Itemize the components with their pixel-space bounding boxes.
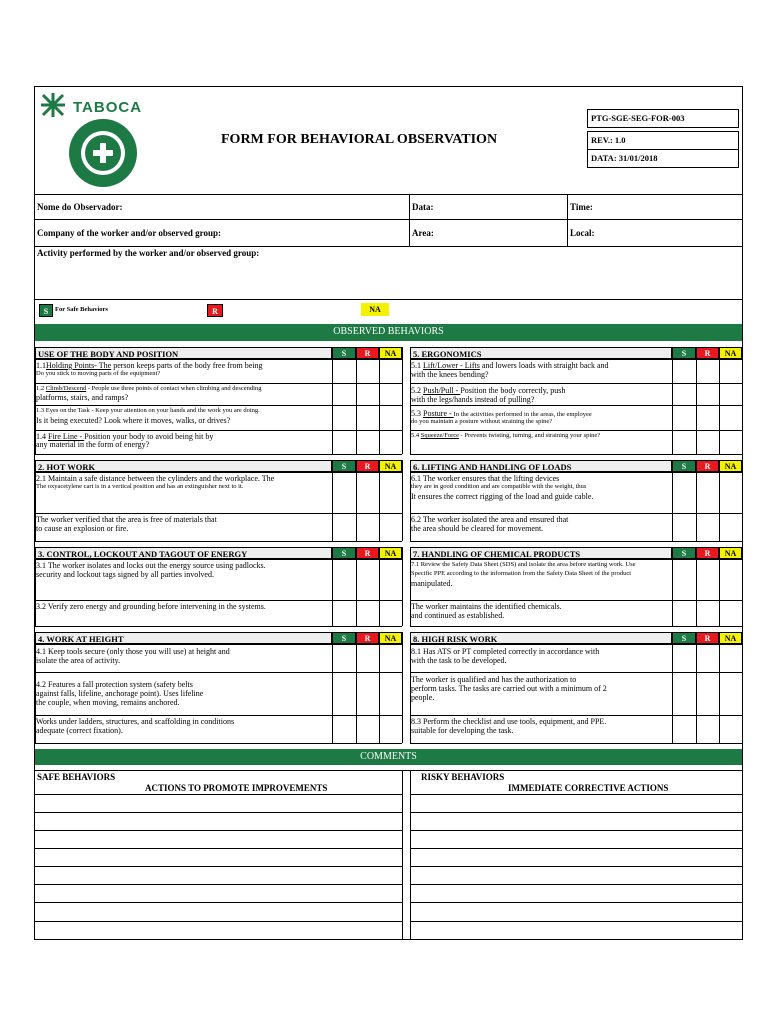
item-5-1: 5.1 Lift/Lower - Lifts and lowers loads with straight back and — [411, 361, 609, 370]
grid-line — [696, 460, 697, 541]
grid-line — [672, 347, 673, 454]
comment-line — [410, 770, 411, 940]
grid-line — [719, 460, 720, 541]
grid-line — [672, 547, 673, 626]
section-8-header: 8. HIGH RISK WORK — [410, 632, 672, 644]
section-2-header: 2. HOT WORK — [35, 460, 332, 472]
comment-line — [410, 866, 742, 867]
grid-line — [35, 715, 402, 716]
grid-line — [35, 513, 402, 514]
item-1-4-sub: any material in the form of energy? — [36, 440, 150, 449]
comment-line — [35, 848, 402, 849]
grid-line — [410, 644, 742, 645]
grid-line — [35, 672, 402, 673]
item-5-4: 5.4 Squeeze/Force - Prevents twisting, turning, and straining your spine? — [411, 432, 601, 439]
item-2-1: 2.1 Maintain a safe distance between the cylinders and the workplace. The — [36, 474, 275, 483]
col-r: R — [696, 460, 719, 472]
grid-line — [332, 632, 333, 743]
item-1-2-sub: platforms, stairs, and ramps? — [36, 393, 129, 402]
grid-line — [35, 347, 36, 454]
grid-line — [410, 460, 411, 541]
item-8-2-sub: perform tasks. The tasks are carried out with a minimum of 2 — [411, 684, 607, 693]
grid-line — [410, 405, 742, 406]
item-1-1-sub: Do you stick to moving parts of the equipment? — [36, 370, 161, 377]
observed-behaviors-band: OBSERVED BEHAVIORS — [35, 324, 742, 341]
grid-line — [696, 347, 697, 454]
item-4-2-sub2: the couple, when moving, remains anchored. — [36, 698, 180, 707]
brand-name: TABOCA — [73, 99, 143, 116]
col-na: NA — [379, 460, 402, 472]
grid-line — [35, 430, 402, 431]
col-r: R — [356, 460, 379, 472]
grid-line — [742, 547, 743, 626]
mineracao-seal — [67, 117, 139, 189]
grid-line — [742, 347, 743, 454]
section-5-header: 5. ERGONOMICS — [410, 347, 672, 359]
activity-field-label: Activity performed by the worker and/or observed group: — [37, 248, 260, 258]
item-5-3: 5.3 Posture - In the activities performed in the areas, the employee — [411, 409, 592, 418]
form-frame — [34, 86, 743, 940]
grid-line — [402, 347, 403, 454]
safe-behaviors-label: SAFE BEHAVIORS — [37, 772, 116, 782]
grid-line — [410, 359, 742, 360]
item-6-2-sub: the area should be cleared for movement. — [411, 524, 544, 533]
comment-line — [35, 770, 742, 771]
legend-na-box: NA — [361, 303, 389, 316]
grid-line — [379, 460, 380, 541]
grid-line — [410, 347, 411, 454]
col-na: NA — [719, 632, 742, 644]
grid-line — [719, 547, 720, 626]
legend-safe-label: For Safe Behaviors — [55, 306, 108, 313]
observer-field-label: Nome do Observador: — [37, 202, 123, 212]
grid-line — [35, 383, 402, 384]
grid-line — [332, 460, 333, 541]
area-field-label: Area: — [412, 228, 434, 238]
grid-line — [35, 541, 402, 542]
grid-line — [379, 632, 380, 743]
section-6-header: 6. LIFTING AND HANDLING OF LOADS — [410, 460, 672, 472]
item-8-1: 8.1 Has ATS or PT completed correctly in accordance with — [411, 647, 600, 656]
col-s: S — [672, 347, 696, 359]
item-7-1: 7.1 Review the Safety Data Sheet (SDS) and isolate the area before starting work. Use — [411, 561, 636, 568]
grid-line — [410, 383, 742, 384]
item-7-2: The worker maintains the identified chemicals. — [411, 602, 562, 611]
legend-s-box: S — [39, 304, 53, 317]
grid-line — [742, 460, 743, 541]
comment-line — [35, 921, 402, 922]
col-r: R — [356, 547, 379, 559]
doc-date: DATA: 31/01/2018 — [587, 149, 739, 168]
grid-line — [35, 559, 402, 560]
grid-line — [35, 405, 402, 406]
grid-line — [410, 454, 742, 455]
time-field-label: Time: — [570, 202, 593, 212]
grid-line — [410, 472, 742, 473]
grid-line — [696, 632, 697, 743]
grid-line — [410, 672, 742, 673]
comments-band: COMMENTS — [35, 749, 742, 765]
item-1-1: 1.1Holding Points- The person keeps parts of the body free from being — [36, 361, 263, 370]
grid-line — [356, 632, 357, 743]
grid-line — [410, 626, 742, 627]
comment-line — [410, 812, 742, 813]
comment-line — [410, 921, 742, 922]
grid-line — [35, 454, 402, 455]
grid-line — [402, 632, 403, 743]
item-5-3-sub: do you maintain a posture without straining the spine? — [411, 418, 553, 425]
legend-r-box: R — [207, 304, 223, 317]
grid-line — [410, 547, 411, 626]
form-title: FORM FOR BEHAVIORAL OBSERVATION — [221, 132, 498, 147]
grid-line — [719, 347, 720, 454]
comment-line — [35, 866, 402, 867]
item-3-1-sub: security and lockout tags signed by all parties involved. — [36, 570, 214, 579]
item-1-2: 1.2 Climb/Descend - People use three points of contact when climbing and descending — [36, 385, 262, 392]
grid-line — [410, 600, 742, 601]
item-1-4: 1.4 Fire Line - Position your body to avoid being hit by — [36, 432, 214, 441]
taboca-symbol-icon — [39, 91, 67, 119]
grid-line — [410, 632, 411, 743]
grid-line — [379, 347, 380, 454]
grid-line — [35, 600, 402, 601]
col-s: S — [672, 632, 696, 644]
col-r: R — [696, 347, 719, 359]
grid-line — [672, 632, 673, 743]
comment-line — [35, 794, 402, 795]
doc-rev: REV.: 1.0 — [587, 131, 739, 150]
grid-line — [402, 460, 403, 541]
item-8-2-sub2: people. — [411, 693, 435, 702]
col-na: NA — [719, 460, 742, 472]
comment-line — [410, 794, 742, 795]
col-r: R — [356, 632, 379, 644]
grid-line — [672, 460, 673, 541]
comment-line — [35, 884, 402, 885]
item-4-1-sub: isolate the area of activity. — [36, 656, 121, 665]
grid-line — [402, 547, 403, 626]
grid-line — [35, 743, 402, 744]
grid-line — [35, 359, 402, 360]
section-1-header: USE OF THE BODY AND POSITION — [35, 347, 332, 359]
comment-line — [402, 770, 403, 940]
grid-line — [742, 632, 743, 743]
grid-line — [356, 460, 357, 541]
col-s: S — [672, 460, 696, 472]
grid-line — [35, 644, 402, 645]
grid-line — [332, 347, 333, 454]
item-8-2: The worker is qualified and has the authorization to — [411, 675, 577, 684]
col-na: NA — [379, 547, 402, 559]
grid-line — [379, 547, 380, 626]
grid-line — [410, 559, 742, 560]
item-6-1: 6.1 The worker ensures that the lifting devices — [411, 474, 560, 483]
grid-line — [410, 430, 742, 431]
section-3-header: 3. CONTROL, LOCKOUT AND TAGOUT OF ENERGY — [35, 547, 332, 559]
comment-line — [410, 848, 742, 849]
col-na: NA — [379, 632, 402, 644]
item-2-2: The worker verified that the area is free of materials that — [36, 515, 217, 524]
col-na: NA — [719, 547, 742, 559]
risky-actions-label: IMMEDIATE CORRECTIVE ACTIONS — [508, 783, 669, 793]
item-7-2-sub: and continued as established. — [411, 611, 505, 620]
comment-line — [35, 902, 402, 903]
data-field-label: Data: — [412, 202, 434, 212]
grid-line — [410, 743, 742, 744]
local-field-label: Local: — [570, 228, 595, 238]
grid-line — [35, 460, 36, 541]
col-na: NA — [379, 347, 402, 359]
safe-actions-label: ACTIONS TO PROMOTE IMPROVEMENTS — [145, 783, 328, 793]
grid-line — [410, 541, 742, 542]
item-1-3-sub: Is it being executed? Look where it moves, walks, or drives? — [36, 416, 231, 425]
section-4-header: 4. WORK AT HEIGHT — [35, 632, 332, 644]
item-7-1-sub: Specific PPE according to the information from the Safety Data Sheet of the product — [411, 570, 632, 577]
col-s: S — [332, 347, 356, 359]
risky-behaviors-label: RISKY BEHAVIORS — [421, 772, 505, 782]
item-2-1-sub: The oxyacetylene cart is in a vertical position and has an extinguisher next to it. — [36, 483, 244, 490]
seal-icon — [67, 117, 139, 189]
item-8-3-sub: suitable for developing the task. — [411, 726, 514, 735]
grid-line — [35, 472, 402, 473]
comment-line — [410, 884, 742, 885]
comment-line — [35, 812, 402, 813]
item-7-1-sub2: manipulated. — [411, 579, 453, 588]
comment-line — [35, 830, 402, 831]
item-5-2-sub: with the legs/hands instead of pulling? — [411, 395, 535, 404]
item-8-3: 8.3 Perform the checklist and use tools, equipment, and PPE. — [411, 717, 607, 726]
grid-line — [35, 632, 36, 743]
item-6-1-sub: they are in good condition and are compatible with the weight, thus — [411, 483, 587, 490]
col-s: S — [332, 547, 356, 559]
item-4-3: Works under ladders, structures, and scaffolding in conditions — [36, 717, 235, 726]
grid-line — [410, 513, 742, 514]
comment-line — [410, 902, 742, 903]
grid-line — [356, 547, 357, 626]
col-s: S — [332, 632, 356, 644]
item-4-3-sub: adequate (correct fixation). — [36, 726, 123, 735]
item-5-2: 5.2 Push/Pull - Position the body correctly, push — [411, 386, 566, 395]
grid-line — [696, 547, 697, 626]
comment-line — [410, 830, 742, 831]
item-4-2: 4.2 Features a fall protection system (safety belts — [36, 680, 193, 689]
grid-line — [35, 626, 402, 627]
item-5-1-sub: with the knees bending? — [411, 370, 489, 379]
col-na: NA — [719, 347, 742, 359]
col-r: R — [696, 547, 719, 559]
item-4-2-sub: against falls, lifeline, anchorage point). Uses lifeline — [36, 689, 204, 698]
doc-code: PTG-SGE-SEG-FOR-003 — [587, 109, 739, 128]
section-7-header: 7. HANDLING OF CHEMICAL PRODUCTS — [410, 547, 672, 559]
grid-line — [410, 715, 742, 716]
item-3-1: 3.1 The worker isolates and locks out the energy source using padlocks. — [36, 561, 266, 570]
grid-line — [332, 547, 333, 626]
item-2-2-sub: to cause an explosion or fire. — [36, 524, 129, 533]
item-6-1-sub2: It ensures the correct rigging of the load and guide cable. — [411, 492, 594, 501]
grid-line — [356, 347, 357, 454]
company-field-label: Company of the worker and/or observed group: — [37, 228, 222, 238]
item-8-1-sub: with the task to be developed. — [411, 656, 507, 665]
col-r: R — [356, 347, 379, 359]
col-s: S — [332, 460, 356, 472]
item-1-3: 1.3 Eyes on the Task - Keep your attention on your hands and the work you are doing. — [36, 407, 260, 414]
item-6-2: 6.2 The worker isolated the area and ensured that — [411, 515, 569, 524]
col-s: S — [672, 547, 696, 559]
item-4-1: 4.1 Keep tools secure (only those you will use) at height and — [36, 647, 230, 656]
grid-line — [719, 632, 720, 743]
grid-line — [35, 547, 36, 626]
item-3-2: 3.2 Verify zero energy and grounding before intervening in the systems. — [36, 602, 266, 611]
col-r: R — [696, 632, 719, 644]
